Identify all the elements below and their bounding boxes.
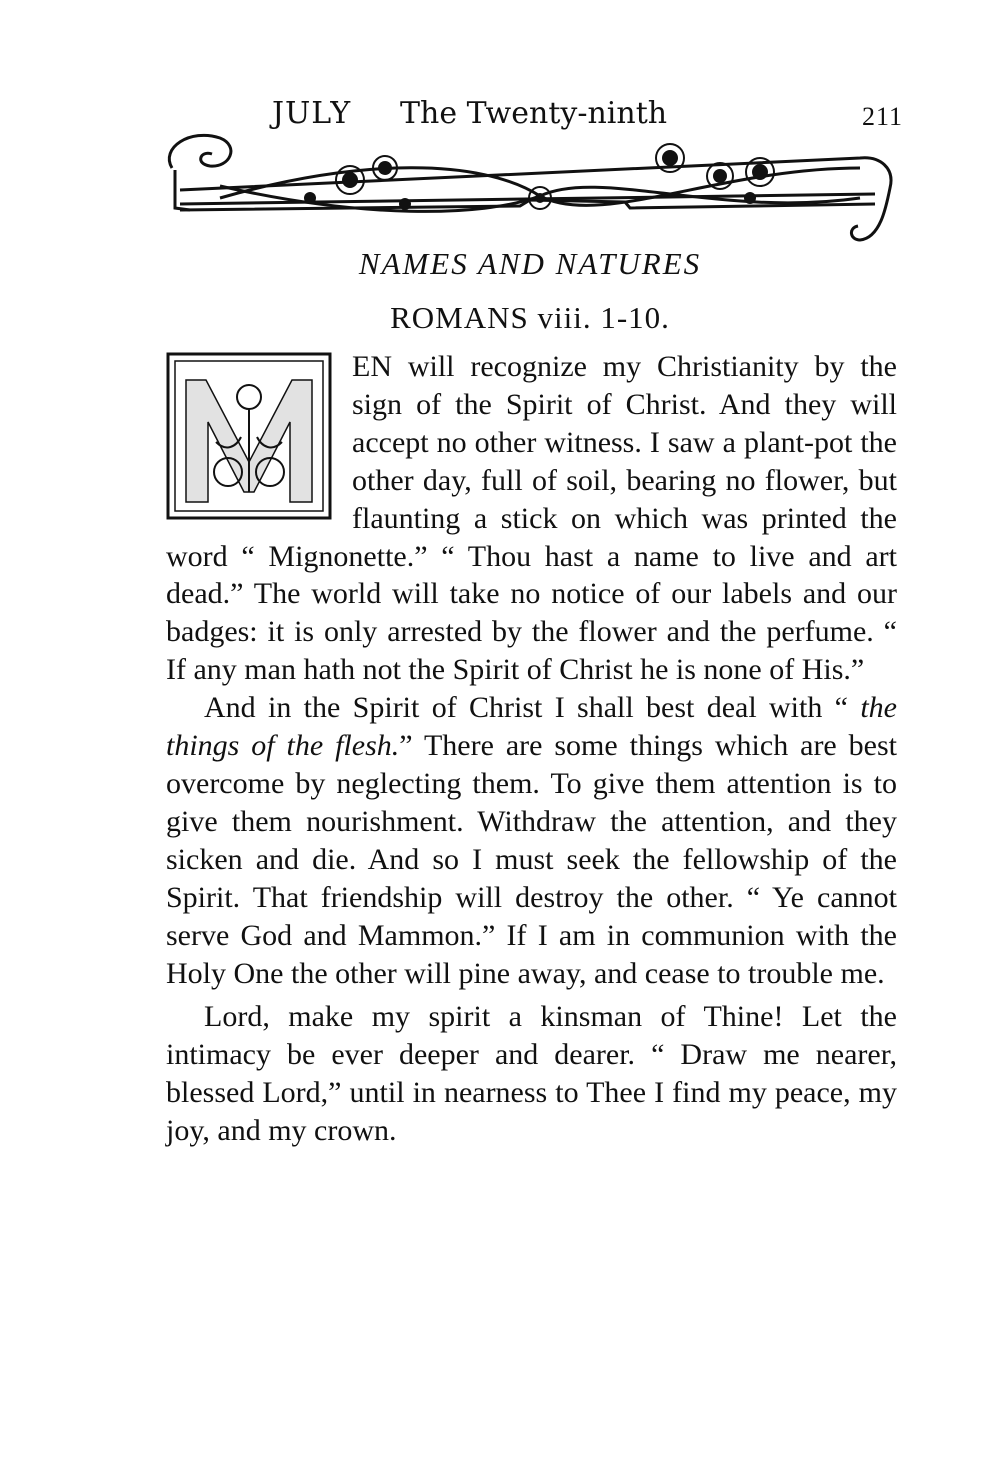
page-header xyxy=(160,92,905,252)
header-month: JULY xyxy=(272,96,352,131)
paragraph-2 xyxy=(166,689,897,992)
header-day: The Twenty-ninth xyxy=(400,96,668,131)
paragraph-2-start: And in the Spirit of Christ I shall best deal with “ xyxy=(204,691,861,725)
paragraph-1: EN will recognize my Christianity by the sign of the Spirit of Christ. And they will accept no other witness. I saw a plant-pot the other day, full of soil, bearing no flower, but flaunting a stick on which was printed the word “ Mignonette.” “ Thou hast a name to live and art dead.” The world will take no notice of our labels and our badges: it is only arrested by the flower and the perfume. “ If any man hath not the Spirit of Christ he is none of His.” xyxy=(166,350,897,687)
chapter-title: NAMES AND NATURES xyxy=(358,246,702,281)
body-text xyxy=(166,348,897,1150)
page-number: 211 xyxy=(861,102,903,131)
paragraph-3: Lord, make my spirit a kinsman of Thine! Let the intimacy be ever deeper and dearer. “ Draw me nearer, blessed Lord,” until in nearness to Thee I find my peace, my joy, and my crown. xyxy=(166,1000,897,1148)
scripture-reference: ROMANS viii. 1-10. xyxy=(390,300,670,335)
paragraph-2-italic: the things of the flesh. xyxy=(166,691,897,763)
dropcap-letter: M xyxy=(244,440,254,451)
illuminated-initial-m xyxy=(166,352,332,520)
paragraph-2-end: ” There are some things which are best overcome by neglecting them. To give them attention is to give them nourishment. Withdraw the attention, and they sicken and die. And so I must seek the fellowship of the Spirit. That friendship will destroy the other. “ Ye cannot serve God and Mammon.” If I am in communion with the Holy One the other will pine away, and cease to trouble me. xyxy=(166,729,897,990)
floral-header-ornament xyxy=(160,128,905,248)
